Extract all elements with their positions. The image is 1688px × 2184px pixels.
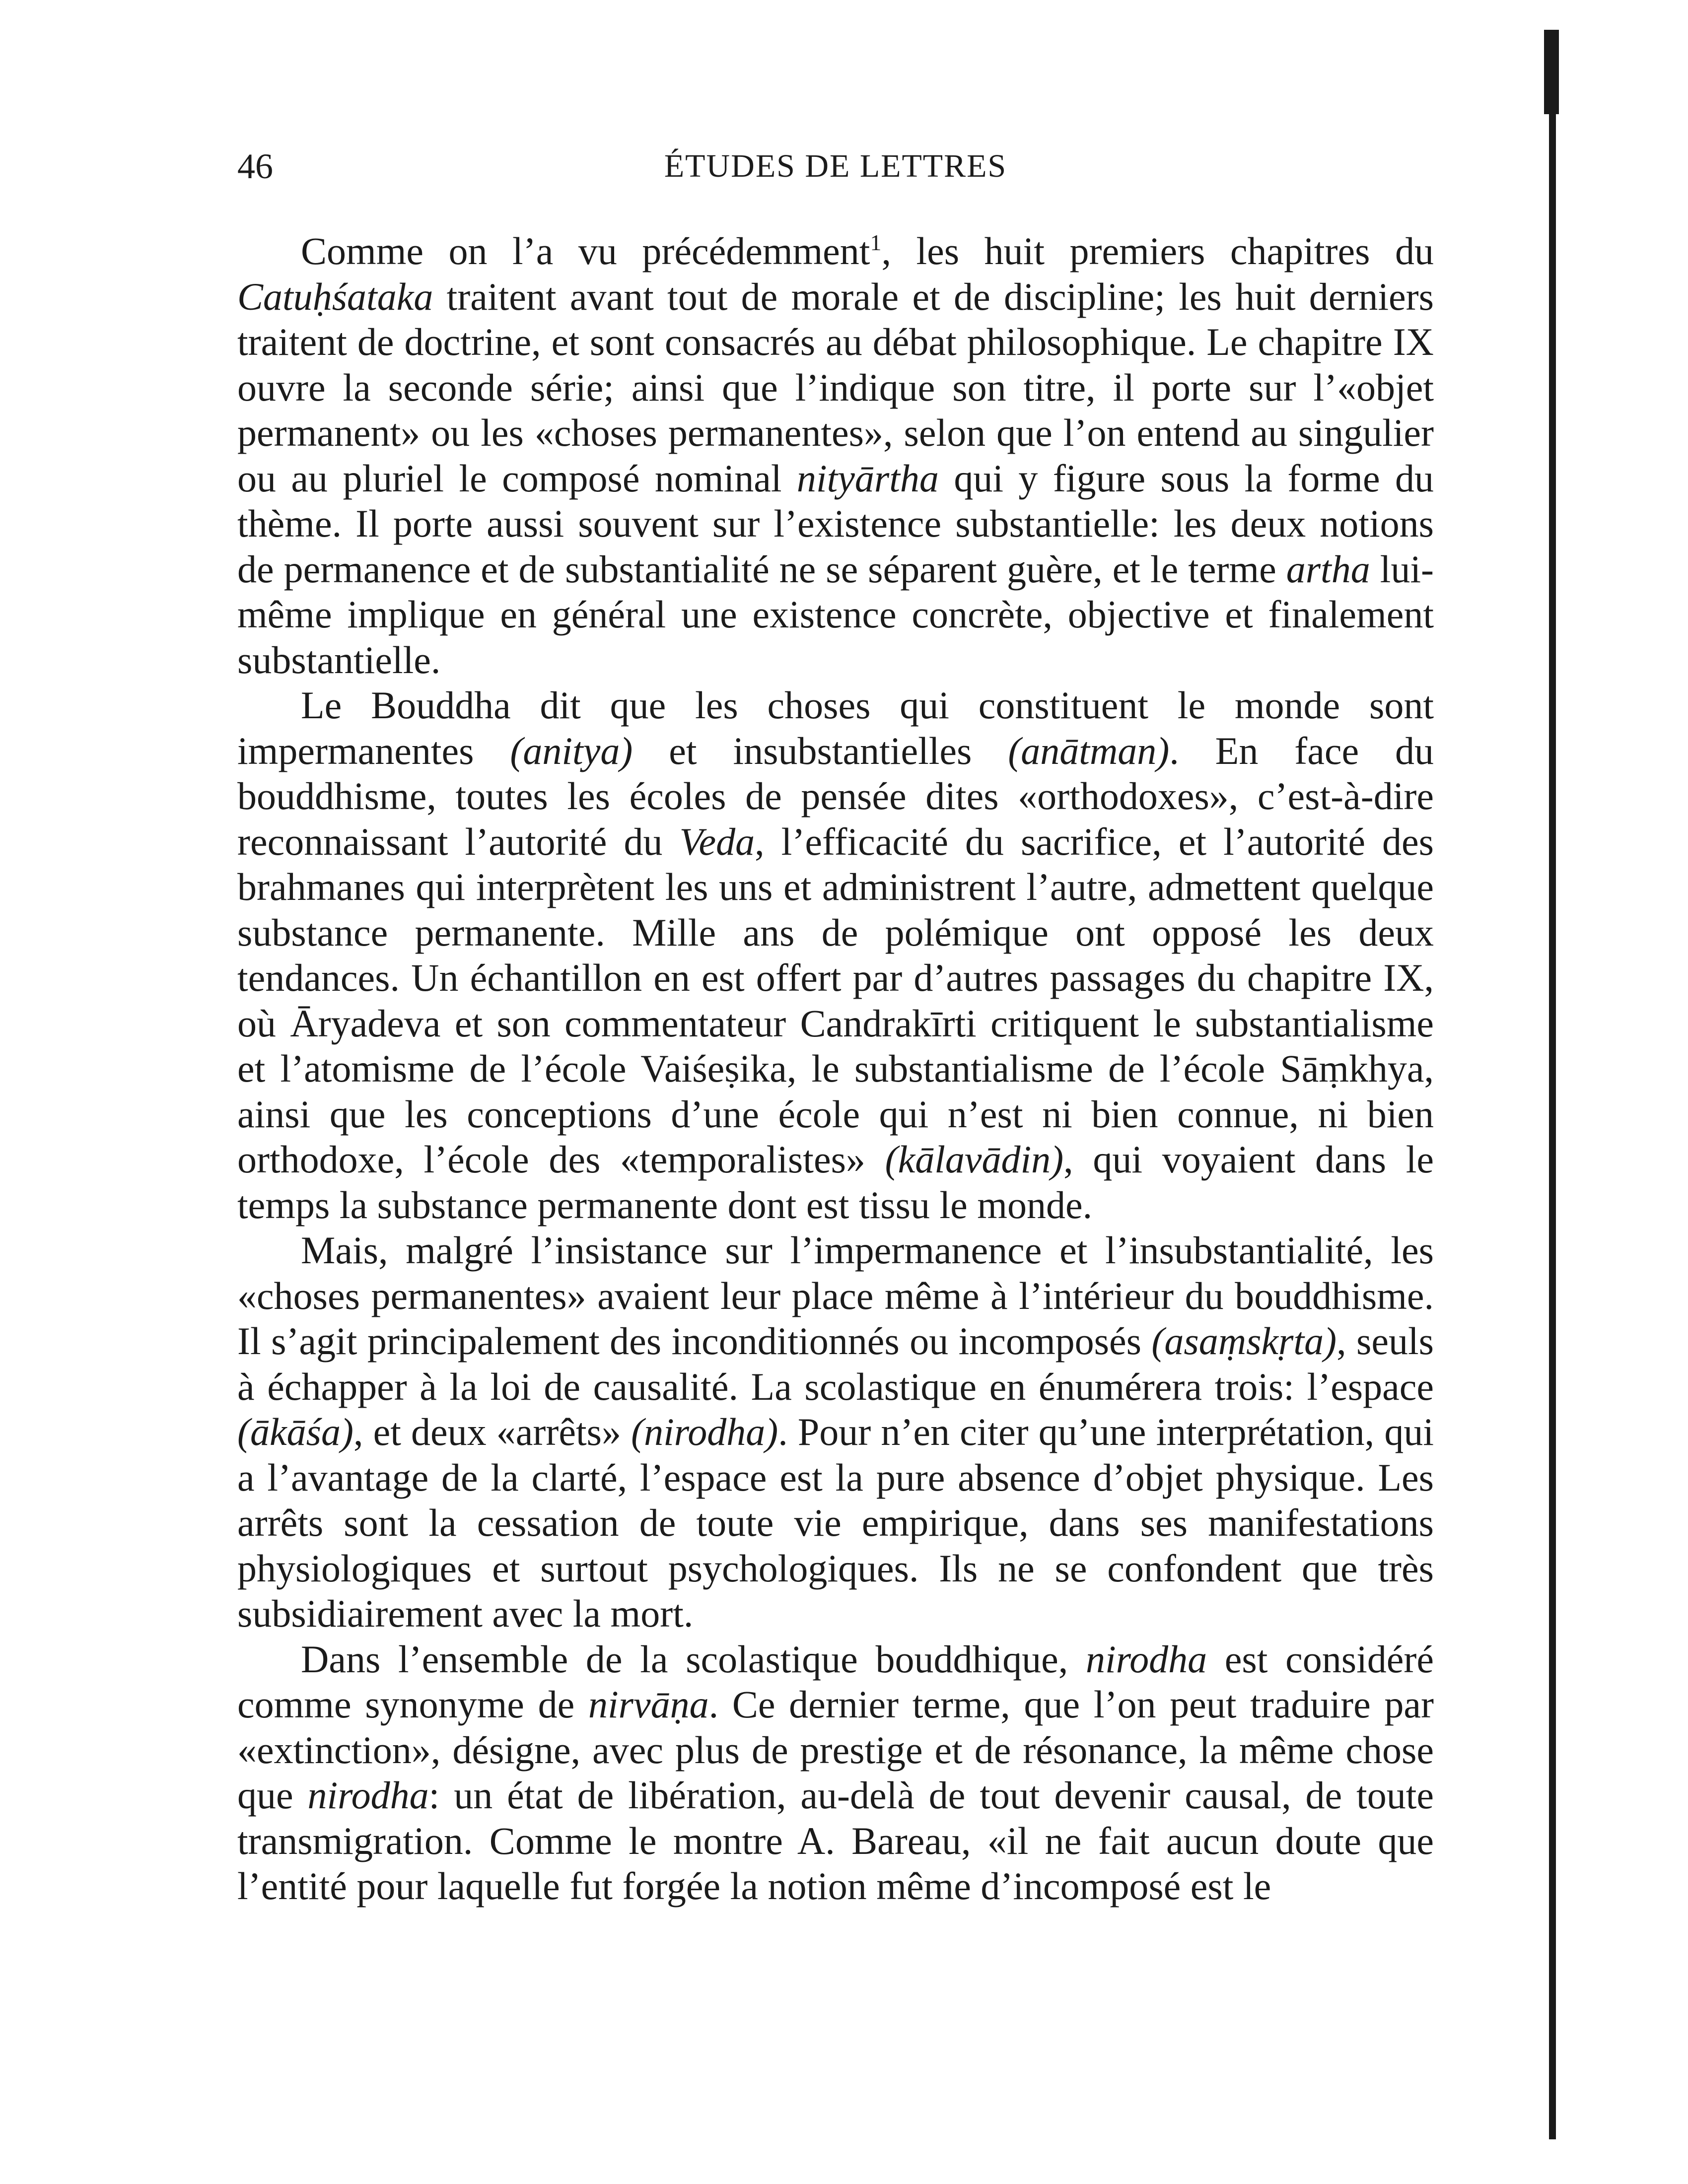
text-run: est considéré comme synonyme de — [237, 1637, 1434, 1726]
italic-term: nirvāṇa — [588, 1683, 709, 1726]
text-run: Dans l’ensemble de la scolastique bouddhique, — [301, 1637, 1086, 1681]
text-run: lui-même implique en général une existence concrète, objective et finalement substantielle. — [237, 547, 1434, 682]
italic-term: nityārtha — [796, 456, 939, 500]
text-run: , qui voyaient dans le temps la substance permanente dont est tissu le monde. — [237, 1138, 1434, 1227]
text-run: , l’efficacité du sacrifice, et l’autorité des brahmanes qui interprètent les uns et administrent l’autre, admettent quelque substance permanente. Mille ans de polémique ont opposé les deux tendances. Un échantillon en est offert par d’autres passages du chapitre IX, où Āryadeva et son commentateur Candrakīrti critiquent le substantialisme et l’atomisme de l’école Vaiśeṣika, le substantialisme de l’école Sāṃkhya, ainsi que les conceptions d’une école qui n’est ni bien connue, ni bien orthodoxe, l’école des «temporalistes» — [237, 819, 1434, 1181]
italic-term: artha — [1286, 547, 1370, 591]
paragraph-2 — [237, 682, 1434, 1228]
italic-term: Catuḥśataka — [237, 274, 433, 318]
text-run: , les huit premiers chapitres du — [881, 229, 1434, 273]
running-head — [237, 144, 1434, 189]
italic-term: nirodha — [307, 1774, 429, 1817]
paragraph-4 — [237, 1637, 1434, 1909]
italic-term: (nirodha) — [631, 1410, 778, 1453]
italic-term: (anātman) — [1008, 729, 1170, 772]
body-text — [237, 228, 1434, 1909]
text-run: traitent avant tout de morale et de discipline; les huit derniers traitent de doctrine, et sont consacrés au débat philosophique. Le chapitre IX ouvre la seconde série; ainsi que l’indique son titre, il porte sur l’«objet permanent» ou les «choses permanentes», selon que l’on entend au singulier ou au pluriel le composé nominal — [237, 274, 1434, 500]
text-run: qui y figure sous la forme du thème. Il porte aussi souvent sur l’existence substantielle: les deux notions de permanence et de substantialité ne se séparent guère, et le terme — [237, 456, 1434, 591]
italic-term: (kālavādin) — [885, 1138, 1064, 1181]
text-run: . Pour n’en citer qu’une interprétation, qui a l’avantage de la clarté, l’espace est la pure absence d’objet physique. Les arrêts sont la cessation de toute vie empirique, dans ses manifestations physiologiques et surtout psychologiques. Ils ne se confondent que très subsidiairement avec la mort. — [237, 1410, 1434, 1635]
journal-title: ÉTUDES DE LETTRES — [664, 148, 1007, 184]
text-run: : un état de libération, au-delà de tout devenir causal, de toute transmigration. Comme le montre A. Bareau, «il ne fait aucun doute que l’entité pour laquelle fut forgée la notion même d’incomposé est le — [237, 1774, 1434, 1908]
text-run: , et deux «arrêts» — [353, 1410, 632, 1453]
text-run: Comme on l’a vu précédemment — [301, 229, 870, 273]
text-run: . En face du bouddhisme, toutes les écoles de pensée dites «orthodoxes», c’est-à-dire reconnaissant l’autorité du — [237, 729, 1434, 863]
italic-term: (ākāśa) — [237, 1410, 353, 1453]
text-run: et insubstantielles — [633, 729, 1008, 772]
paragraph-1 — [237, 228, 1434, 682]
page-number: 46 — [237, 146, 273, 186]
text-run: Mais, malgré l’insistance sur l’impermanence et l’insubstantialité, les «choses permanentes» avaient leur place même à l’intérieur du bouddhisme. Il s’agit principalement des inconditionnés ou incomposés — [237, 1228, 1434, 1363]
text-run: , seuls à échapper à la loi de causalité. La scolastique en énumérera trois: l’espace — [237, 1319, 1434, 1408]
text-run: . Ce dernier terme, que l’on peut traduire par «extinction», désigne, avec plus de prestige et de résonance, la même chose que — [237, 1683, 1434, 1817]
italic-term: (anitya) — [510, 729, 633, 772]
italic-term: nirodha — [1085, 1637, 1207, 1681]
text-run: Le Bouddha dit que les choses qui constituent le monde sont impermanentes — [237, 683, 1434, 772]
footnote-ref: 1 — [870, 230, 882, 255]
italic-term: (asaṃskṛta) — [1151, 1319, 1337, 1363]
paragraph-3 — [237, 1228, 1434, 1637]
scan-border-right — [1549, 35, 1556, 2139]
italic-term: Veda — [679, 819, 755, 863]
